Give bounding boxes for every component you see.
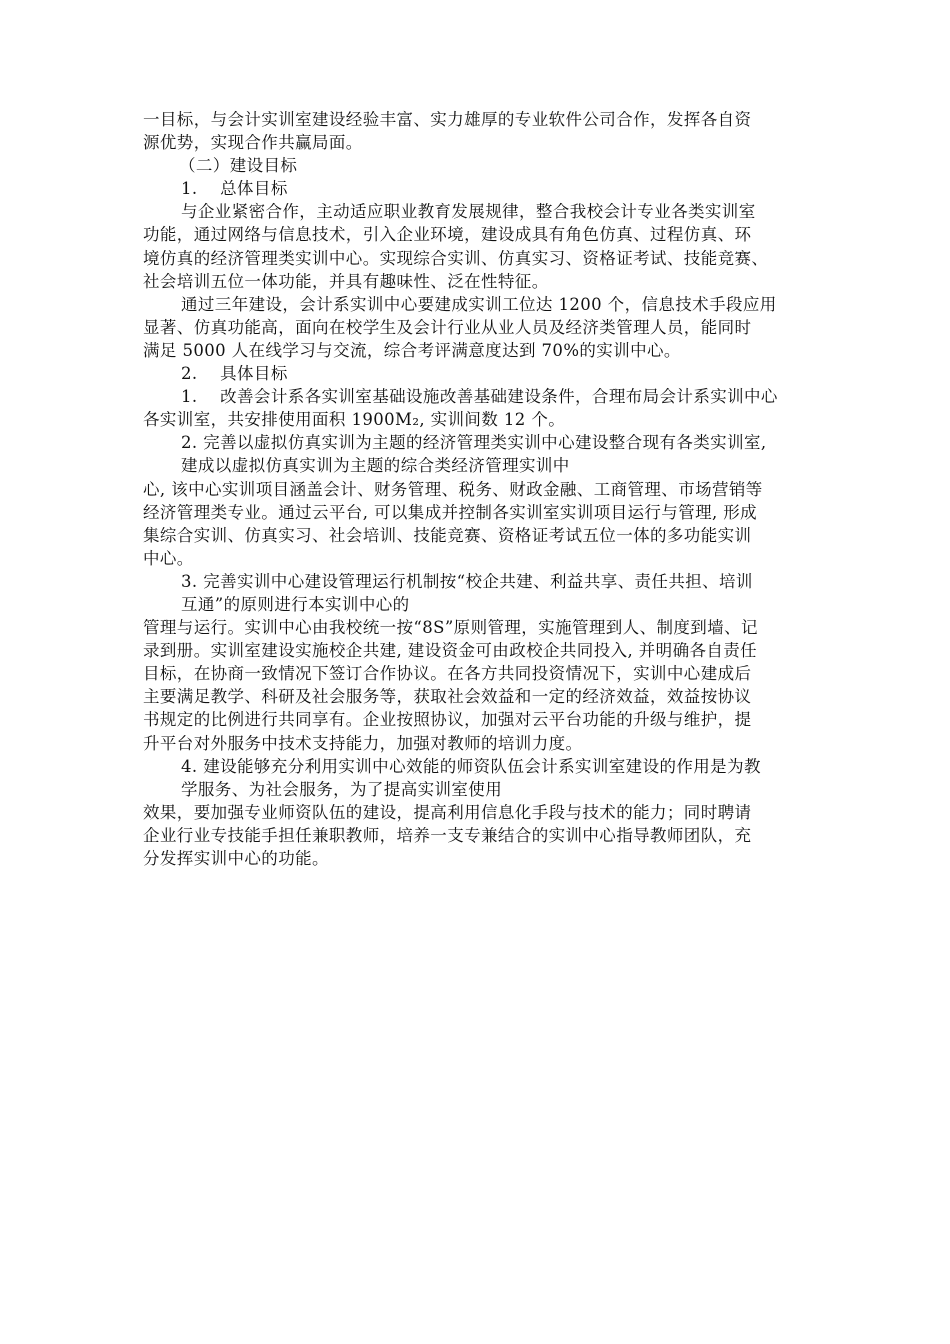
text-line: 企业行业专技能手担任兼职教师，培养一支专兼结合的实训中心指导教师团队，充: [143, 825, 752, 845]
text-line: 中心。: [143, 548, 194, 568]
section-heading: （二）建设目标: [179, 156, 298, 176]
text-line: 录到册。实训室建设实施校企共建, 建设资金可由政校企共同投入, 并明确各自责任: [143, 641, 758, 661]
text-line: 集综合实训、仿真实习、社会培训、技能竞赛、资格证考试五位一体的多功能实训: [143, 525, 752, 545]
document-body: [143, 108, 873, 870]
text-line: 目标，在协商一致情况下签订合作协议。在各方共同投资情况下，实训中心建成后: [143, 664, 752, 684]
text-line: 经济管理类专业。通过云平台, 可以集成并控制各实训室实训项目运行与管理, 形成: [143, 502, 758, 522]
list-item: 2. 完善以虚拟仿真实训为主题的经济管理类实训中心建设整合现有各类实训室,: [181, 433, 767, 453]
text-line: 互通”的原则进行本实训中心的: [181, 594, 410, 614]
text-line: 一目标，与会计实训室建设经验丰富、实力雄厚的专业软件公司合作，发挥各自资: [143, 110, 752, 129]
text-line: 功能，通过网络与信息技术，引入企业环境，建设成具有角色仿真、过程仿真、环: [143, 225, 752, 245]
subsection-heading: 1. 总体目标: [181, 179, 288, 199]
list-item: 3. 完善实训中心建设管理运行机制按“校企共建、利益共享、责任共担、培训: [181, 571, 753, 591]
text-line: 源优势，实现合作共赢局面。: [143, 133, 363, 153]
text-line: 分发挥实训中心的功能。: [143, 849, 329, 868]
text-line: 管理与运行。实训中心由我校统一按“8S”原则管理，实施管理到人、制度到墙、记: [143, 618, 758, 638]
text-line: 各实训室，共安排使用面积 1900M₂, 实训间数 12 个。: [143, 410, 566, 430]
text-line: 与企业紧密合作，主动适应职业教育发展规律，整合我校会计专业各类实训室: [181, 202, 756, 222]
text-line: 书规定的比例进行共同享有。企业按照协议，加强对云平台功能的升级与维护，提: [143, 710, 752, 730]
text-line: 主要满足教学、科研及社会服务等，获取社会效益和一定的经济效益，效益按协议: [143, 687, 752, 707]
text-line: 心, 该中心实训项目涵盖会计、财务管理、税务、财政金融、工商管理、市场营销等: [143, 479, 763, 499]
text-line: 升平台对外服务中技术支持能力，加强对教师的培训力度。: [143, 733, 583, 753]
text-line: 建成以虚拟仿真实训为主题的综合类经济管理实训中: [181, 456, 570, 476]
text-line: 境仿真的经济管理类实训中心。实现综合实训、仿真实习、资格证考试、技能竞赛、: [143, 248, 769, 268]
text-line: 满足 5000 人在线学习与交流，综合考评满意度达到 70%的实训中心。: [143, 340, 681, 360]
text-line: 效果，要加强专业师资队伍的建设，提高利用信息化手段与技术的能力；同时聘请: [143, 802, 752, 822]
subsection-heading: 2. 具体目标: [181, 364, 288, 384]
text-line: 通过三年建设，会计系实训中心要建成实训工位达 1200 个，信息技术手段应用: [181, 294, 777, 314]
text-line: 社会培训五位一体功能，并具有趣味性、泛在性特征。: [143, 271, 549, 291]
list-item: 4. 建设能够充分利用实训中心效能的师资队伍会计系实训室建设的作用是为教: [181, 756, 761, 776]
list-item: 1. 改善会计系各实训室基础设施改善基础建设条件，合理布局会计系实训中心: [181, 387, 778, 407]
text-line: 学服务、为社会服务，为了提高实训室使用: [181, 779, 503, 799]
text-line: 显著、仿真功能高，面向在校学生及会计行业从业人员及经济类管理人员，能同时: [143, 317, 752, 337]
